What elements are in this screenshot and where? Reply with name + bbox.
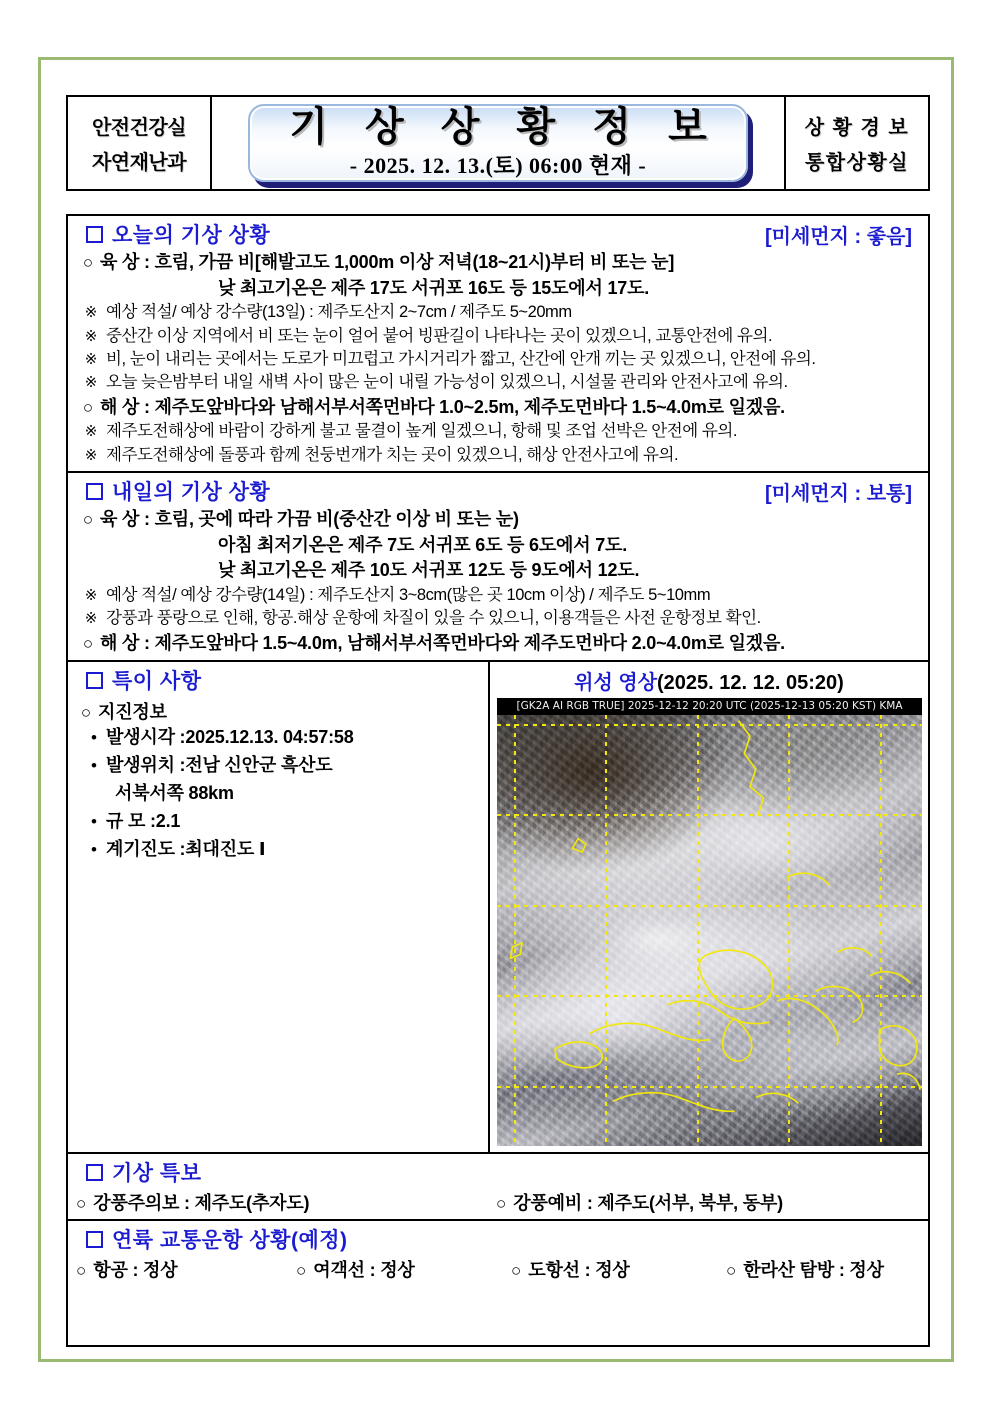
today-note-row — [76, 325, 920, 348]
dot-bullet-icon: • — [91, 728, 97, 748]
header-office-line-1: 상 황 경 보 — [804, 117, 910, 139]
header-department-cell — [68, 97, 212, 189]
checkbox-icon — [86, 1231, 103, 1248]
circle-bullet-icon: ○ — [80, 703, 92, 723]
circle-bullet-icon: ○ — [82, 397, 94, 417]
page-title: 기 상 상 황 정 보 — [289, 104, 720, 149]
alert-item-text-0: 강풍주의보 : 제주도(추자도) — [93, 1193, 310, 1214]
tomorrow-sea-row — [76, 631, 920, 657]
today-sea-note-row — [76, 444, 920, 467]
transport-item — [76, 1256, 296, 1282]
header-title-cell — [212, 97, 784, 189]
alerts-items-row — [68, 1188, 928, 1219]
section-tomorrow-rows — [68, 507, 928, 660]
earthquake-intensity-value: 최대진도 Ⅰ — [185, 838, 266, 859]
tomorrow-temp-max-text: 낮 최고기온은 제주 10도 서귀포 12도 등 9도에서 12도. — [218, 560, 640, 581]
tomorrow-temp-min-text: 아침 최저기온은 제주 7도 서귀포 6도 등 6도에서 7도. — [218, 534, 628, 555]
section-alerts-title: 기상 특보 — [112, 1162, 202, 1186]
header-department-line-2: 자연재난과 — [91, 152, 187, 174]
today-note-text-2: 비, 눈이 내리는 곳에서는 도로가 미끄럽고 가시거리가 짧고, 산간에 안개 끼는 곳 있겠으니, 안전에 유의. — [106, 349, 816, 368]
section-transport-title: 연륙 교통운항 상황(예정) — [112, 1229, 348, 1253]
transport-item — [511, 1256, 726, 1282]
dot-bullet-icon: • — [91, 756, 97, 776]
satellite-panel — [490, 662, 928, 1152]
tomorrow-note-row — [76, 607, 920, 630]
section-weather-alerts — [68, 1154, 928, 1221]
circle-bullet-icon: ○ — [76, 1261, 87, 1281]
section-transport-header — [68, 1221, 928, 1255]
tomorrow-dust-badge: [미세먼지 : 보통] — [764, 482, 912, 505]
section-special-notes — [68, 662, 490, 1152]
earthquake-detail-row — [68, 780, 488, 808]
transport-items-row — [68, 1255, 928, 1286]
transport-item-text-1: 여객선 : 정상 — [313, 1260, 415, 1281]
tomorrow-note-row — [76, 584, 920, 607]
earthquake-group-row — [68, 698, 488, 724]
today-note-text-0: 예상 적설/ 예상 강수량(13일) : 제주도산지 2~7cm / 제주도 5~20mm — [106, 303, 572, 322]
document-header — [66, 95, 930, 191]
satellite-coastline-overlay — [497, 715, 922, 1140]
transport-item-text-3: 한라산 탐방 : 정상 — [743, 1260, 884, 1281]
section-transport-status — [68, 1221, 928, 1286]
earthquake-magnitude-value: 2.1 — [155, 810, 181, 831]
today-land-temp-text: 낮 최고기온은 제주 17도 서귀포 16도 등 15도에서 17도. — [218, 277, 650, 298]
circle-bullet-icon: ○ — [511, 1261, 522, 1281]
tomorrow-land-text: 육 상 : 흐림, 곳에 따라 가끔 비(중산간 이상 비 또는 눈) — [100, 509, 519, 530]
section-today-rows — [68, 250, 928, 471]
asterisk-bullet-icon: ※ — [84, 423, 98, 441]
tomorrow-sea-text: 해 상 : 제주도앞바다 1.5~4.0m, 남해서부서쪽먼바다와 제주도먼바다 2.0~4.0m로 일겠음. — [100, 632, 785, 653]
transport-item-text-2: 도항선 : 정상 — [528, 1260, 630, 1281]
today-note-text-3: 오늘 늦은밤부터 내일 새벽 사이 많은 눈이 내릴 가능성이 있겠으니, 시설물 관리와 안전사고에 유의. — [106, 373, 788, 392]
alert-item — [76, 1189, 496, 1215]
transport-item — [296, 1256, 511, 1282]
circle-bullet-icon: ○ — [76, 1194, 87, 1214]
section-special-header — [68, 662, 488, 696]
asterisk-bullet-icon: ※ — [84, 374, 98, 392]
today-sea-note-text-0: 제주도전해상에 바람이 강하게 불고 물결이 높게 일겠으니, 항해 및 조업 선박은 안전에 유의. — [106, 422, 737, 441]
satellite-title-label: 위성 영상 — [574, 672, 658, 695]
section-tomorrow-title: 내일의 기상 상황 — [112, 481, 271, 505]
earthquake-time-value: 2025.12.13. 04:57:58 — [185, 727, 354, 748]
dot-bullet-icon: • — [91, 839, 97, 859]
asterisk-bullet-icon: ※ — [84, 610, 98, 628]
circle-bullet-icon: ○ — [82, 633, 94, 653]
section-today-title: 오늘의 기상 상황 — [112, 224, 271, 247]
circle-bullet-icon: ○ — [82, 510, 94, 530]
satellite-image-caption: [GK2A AI RGB TRUE] 2025-12-12 20:20 UTC (2025-12-13 05:20 KST) KMA — [497, 698, 922, 715]
earthquake-location-label: 발생위치 : — [106, 755, 186, 776]
today-note-text-1: 중산간 이상 지역에서 비 또는 눈이 얼어 붙어 빙판길이 나타나는 곳이 있겠으니, 교통안전에 유의. — [106, 326, 773, 345]
earthquake-detail-row — [68, 808, 488, 836]
satellite-cloud-imagery — [497, 715, 922, 1146]
section-tomorrow-header — [68, 473, 928, 507]
tomorrow-temp-min-row — [76, 533, 920, 559]
earthquake-detail-row — [68, 836, 488, 864]
section-special-and-satellite — [68, 662, 928, 1154]
header-department-line-1: 안전건강실 — [91, 117, 187, 139]
asterisk-bullet-icon: ※ — [84, 304, 98, 322]
checkbox-icon — [86, 226, 103, 243]
tomorrow-land-row — [76, 507, 920, 533]
today-dust-badge: [미세먼지 : 좋음] — [764, 225, 912, 248]
alert-item — [496, 1189, 783, 1215]
header-office-cell — [784, 97, 928, 189]
asterisk-bullet-icon: ※ — [84, 446, 98, 464]
report-body-table — [66, 214, 930, 1347]
tomorrow-temp-max-row — [76, 558, 920, 584]
transport-item — [726, 1256, 884, 1282]
checkbox-icon — [86, 1164, 103, 1181]
earthquake-location-value: 전남 신안군 흑산도 — [185, 755, 333, 776]
earthquake-magnitude-label: 규 모 : — [106, 810, 156, 831]
today-sea-row — [76, 395, 920, 421]
header-office-line-2: 통합상황실 — [804, 152, 910, 174]
checkbox-icon — [86, 483, 103, 500]
satellite-image — [497, 698, 922, 1146]
asterisk-bullet-icon: ※ — [84, 586, 98, 604]
today-note-row — [76, 301, 920, 324]
page-subtitle: - 2025. 12. 13.(토) 06:00 현재 - — [349, 152, 647, 178]
checkbox-icon — [86, 672, 103, 689]
satellite-title-date: (2025. 12. 12. 05:20) — [657, 672, 844, 695]
section-alerts-header — [68, 1154, 928, 1188]
satellite-title — [490, 662, 928, 698]
today-land-row — [76, 250, 920, 276]
earthquake-info-block — [68, 696, 488, 863]
earthquake-intensity-label: 계기진도 : — [106, 838, 186, 859]
section-today-weather — [68, 216, 928, 473]
earthquake-detail-row — [68, 724, 488, 752]
asterisk-bullet-icon: ※ — [84, 350, 98, 368]
section-special-title: 특이 사항 — [112, 670, 202, 694]
transport-item-text-0: 항공 : 정상 — [93, 1260, 178, 1281]
today-land-temp-row — [76, 276, 920, 302]
today-note-row — [76, 348, 920, 371]
earthquake-group-label: 지진정보 — [98, 702, 167, 723]
today-sea-note-text-1: 제주도전해상에 돌풍과 함께 천둥번개가 치는 곳이 있겠으니, 해상 안전사고에 유의. — [106, 445, 679, 464]
dot-bullet-icon: • — [91, 811, 97, 831]
earthquake-detail-row — [68, 752, 488, 780]
tomorrow-note-text-0: 예상 적설/ 예상 강수량(14일) : 제주도산지 3~8cm(많은 곳 10cm 이상) / 제주도 5~10mm — [106, 585, 711, 604]
title-plate — [248, 104, 748, 182]
circle-bullet-icon: ○ — [296, 1261, 307, 1281]
circle-bullet-icon: ○ — [496, 1194, 507, 1214]
circle-bullet-icon: ○ — [82, 253, 94, 272]
circle-bullet-icon: ○ — [726, 1261, 737, 1281]
tomorrow-note-text-1: 강풍과 풍랑으로 인해, 항공.해상 운항에 차질이 있을 수 있으니, 이용객들은 사전 운항정보 확인. — [106, 609, 761, 628]
alert-item-text-1: 강풍예비 : 제주도(서부, 북부, 동부) — [513, 1193, 783, 1214]
earthquake-time-label: 발생시각 : — [106, 727, 186, 748]
earthquake-location-value-2: 서북서쪽 88km — [115, 782, 234, 803]
asterisk-bullet-icon: ※ — [84, 327, 98, 345]
section-tomorrow-weather — [68, 473, 928, 662]
today-note-row — [76, 371, 920, 394]
today-land-text: 육 상 : 흐림, 가끔 비[해발고도 1,000m 이상 저녁(18~21시)부터 비 또는 눈] — [100, 252, 675, 272]
section-today-header — [68, 216, 928, 250]
today-sea-note-row — [76, 420, 920, 443]
today-sea-text: 해 상 : 제주도앞바다와 남해서부서쪽먼바다 1.0~2.5m, 제주도먼바다 1.5~4.0m로 일겠음. — [100, 396, 785, 417]
